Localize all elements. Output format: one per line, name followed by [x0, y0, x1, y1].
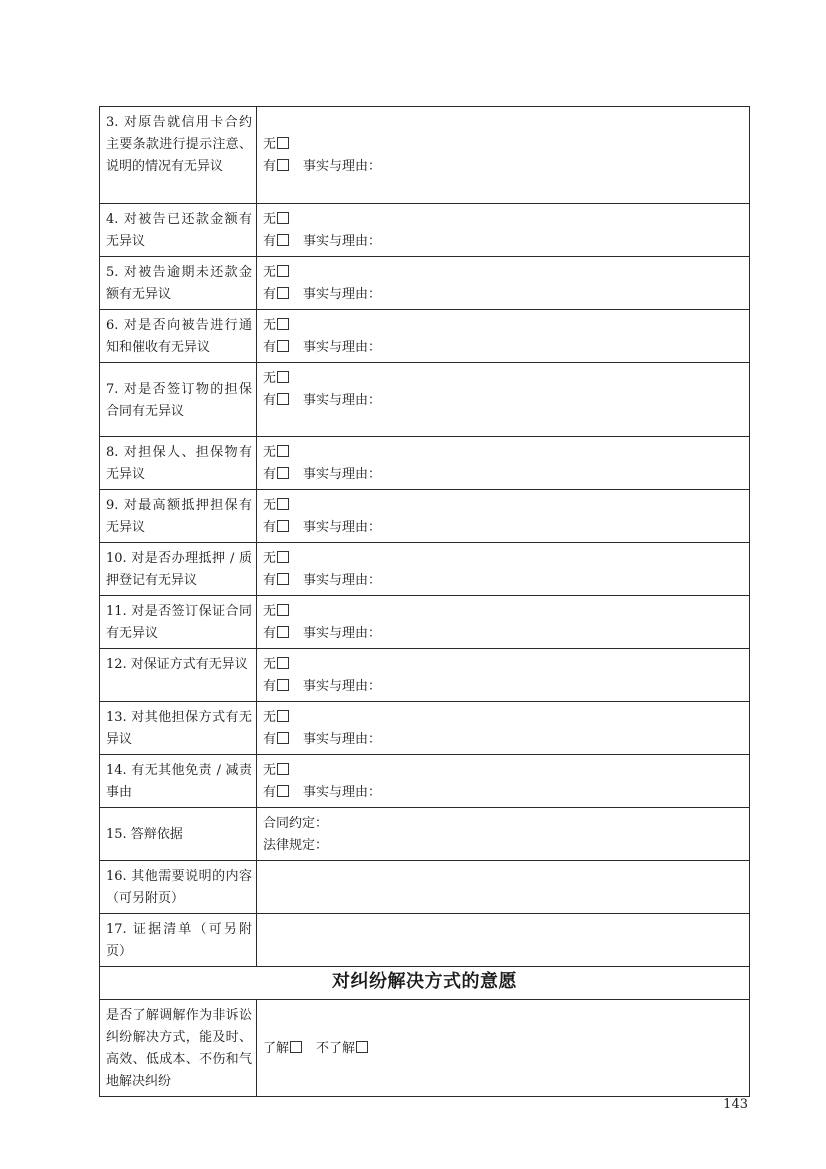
- table-row: [100, 808, 750, 861]
- option-none-label: 无: [263, 137, 277, 152]
- other-answer-field[interactable]: [257, 861, 750, 914]
- option-none-label: 无: [263, 265, 277, 280]
- checkbox-none[interactable]: [277, 498, 289, 510]
- option-yes-label: 有: [263, 159, 277, 174]
- table-row: [100, 437, 750, 490]
- checkbox-understand[interactable]: [290, 1041, 302, 1053]
- row-label: 10. 对是否办理抵押 / 质押登记有无异议: [100, 543, 257, 596]
- checkbox-none[interactable]: [277, 371, 289, 383]
- option-none-label: 无: [263, 371, 277, 386]
- row-answer: [257, 204, 750, 257]
- option-none-label: 无: [263, 657, 277, 672]
- row-label: 9. 对最高额抵押担保有无异议: [100, 490, 257, 543]
- row-label: 13. 对其他担保方式有无异议: [100, 702, 257, 755]
- row-answer: [257, 107, 750, 204]
- option-yes-label: 有: [263, 287, 277, 302]
- option-yes-label: 有: [263, 679, 277, 694]
- option-none-label: 无: [263, 551, 277, 566]
- checkbox-yes[interactable]: [277, 287, 289, 299]
- table-row: [100, 363, 750, 437]
- defense-form-table: [99, 106, 750, 1097]
- checkbox-none[interactable]: [277, 604, 289, 616]
- checkbox-yes[interactable]: [277, 234, 289, 246]
- checkbox-yes[interactable]: [277, 159, 289, 171]
- checkbox-yes[interactable]: [277, 467, 289, 479]
- option-yes-label: 有: [263, 785, 277, 800]
- mediation-answer: [257, 1000, 750, 1097]
- checkbox-not-understand[interactable]: [356, 1041, 368, 1053]
- option-none-label: 无: [263, 604, 277, 619]
- row-answer: [257, 702, 750, 755]
- row-label: 8. 对担保人、担保物有无异议: [100, 437, 257, 490]
- basis-label: 15. 答辩依据: [100, 808, 257, 861]
- reason-label: 事实与理由：: [303, 287, 382, 302]
- checkbox-yes[interactable]: [277, 679, 289, 691]
- row-label: 3. 对原告就信用卡合约主要条款进行提示注意、说明的情况有无异议: [100, 107, 257, 204]
- row-answer: [257, 363, 750, 437]
- option-yes-label: 有: [263, 340, 277, 355]
- checkbox-none[interactable]: [277, 551, 289, 563]
- table-row: [100, 490, 750, 543]
- table-row: [100, 596, 750, 649]
- row-answer: [257, 310, 750, 363]
- table-row: [100, 310, 750, 363]
- reason-label: 事实与理由：: [303, 340, 382, 355]
- reason-label: 事实与理由：: [303, 626, 382, 641]
- option-none-label: 无: [263, 763, 277, 778]
- checkbox-yes[interactable]: [277, 626, 289, 638]
- row-label: 12. 对保证方式有无异议: [100, 649, 257, 702]
- reason-label: 事实与理由：: [303, 393, 382, 408]
- row-answer: [257, 543, 750, 596]
- table-row: [100, 107, 750, 204]
- checkbox-none[interactable]: [277, 137, 289, 149]
- evidence-answer-field[interactable]: [257, 914, 750, 967]
- not-understand-label: 不了解: [316, 1041, 356, 1056]
- checkbox-yes[interactable]: [277, 785, 289, 797]
- row-label: 11. 对是否签订保证合同有无异议: [100, 596, 257, 649]
- option-none-label: 无: [263, 212, 277, 227]
- checkbox-none[interactable]: [277, 265, 289, 277]
- row-answer: [257, 755, 750, 808]
- mediation-label: 是否了解调解作为非诉讼纠纷解决方式，能及时、高效、低成本、不伤和气地解决纠纷: [100, 1000, 257, 1097]
- section-heading-row: [100, 967, 750, 1000]
- page-number: 143: [723, 1097, 748, 1112]
- contract-basis-label: 合同约定：: [263, 816, 329, 831]
- checkbox-none[interactable]: [277, 318, 289, 330]
- option-yes-label: 有: [263, 520, 277, 535]
- option-yes-label: 有: [263, 393, 277, 408]
- table-row: [100, 649, 750, 702]
- table-row: [100, 702, 750, 755]
- checkbox-yes[interactable]: [277, 393, 289, 405]
- basis-answer[interactable]: [257, 808, 750, 861]
- option-yes-label: 有: [263, 732, 277, 747]
- evidence-label: 17. 证据清单（可另附页）: [100, 914, 257, 967]
- reason-label: 事实与理由：: [303, 467, 382, 482]
- row-label: 7. 对是否签订物的担保合同有无异议: [100, 363, 257, 437]
- reason-label: 事实与理由：: [303, 679, 382, 694]
- option-yes-label: 有: [263, 467, 277, 482]
- option-none-label: 无: [263, 318, 277, 333]
- section-title: 对纠纷解决方式的意愿: [100, 967, 750, 1000]
- checkbox-none[interactable]: [277, 710, 289, 722]
- checkbox-yes[interactable]: [277, 573, 289, 585]
- checkbox-yes[interactable]: [277, 732, 289, 744]
- row-answer: [257, 596, 750, 649]
- option-none-label: 无: [263, 445, 277, 460]
- table-row: [100, 861, 750, 914]
- reason-label: 事实与理由：: [303, 732, 382, 747]
- table-row: [100, 914, 750, 967]
- row-answer: [257, 437, 750, 490]
- row-answer: [257, 649, 750, 702]
- option-none-label: 无: [263, 710, 277, 725]
- option-none-label: 无: [263, 498, 277, 513]
- table-row: [100, 257, 750, 310]
- option-yes-label: 有: [263, 573, 277, 588]
- table-row: [100, 1000, 750, 1097]
- option-yes-label: 有: [263, 234, 277, 249]
- reason-label: 事实与理由：: [303, 785, 382, 800]
- row-label: 6. 对是否向被告进行通知和催收有无异议: [100, 310, 257, 363]
- reason-label: 事实与理由：: [303, 234, 382, 249]
- reason-label: 事实与理由：: [303, 520, 382, 535]
- other-label: 16. 其他需要说明的内容（可另附页）: [100, 861, 257, 914]
- row-label: 4. 对被告已还款金额有无异议: [100, 204, 257, 257]
- reason-label: 事实与理由：: [303, 159, 382, 174]
- checkbox-none[interactable]: [277, 212, 289, 224]
- table-row: [100, 204, 750, 257]
- law-basis-label: 法律规定：: [263, 838, 329, 853]
- row-answer: [257, 257, 750, 310]
- row-label: 14. 有无其他免责 / 减责事由: [100, 755, 257, 808]
- row-label: 5. 对被告逾期未还款金额有无异议: [100, 257, 257, 310]
- reason-label: 事实与理由：: [303, 573, 382, 588]
- table-row: [100, 543, 750, 596]
- checkbox-yes[interactable]: [277, 340, 289, 352]
- checkbox-none[interactable]: [277, 763, 289, 775]
- understand-label: 了解: [263, 1041, 290, 1056]
- checkbox-none[interactable]: [277, 445, 289, 457]
- checkbox-yes[interactable]: [277, 520, 289, 532]
- checkbox-none[interactable]: [277, 657, 289, 669]
- table-row: [100, 755, 750, 808]
- row-answer: [257, 490, 750, 543]
- option-yes-label: 有: [263, 626, 277, 641]
